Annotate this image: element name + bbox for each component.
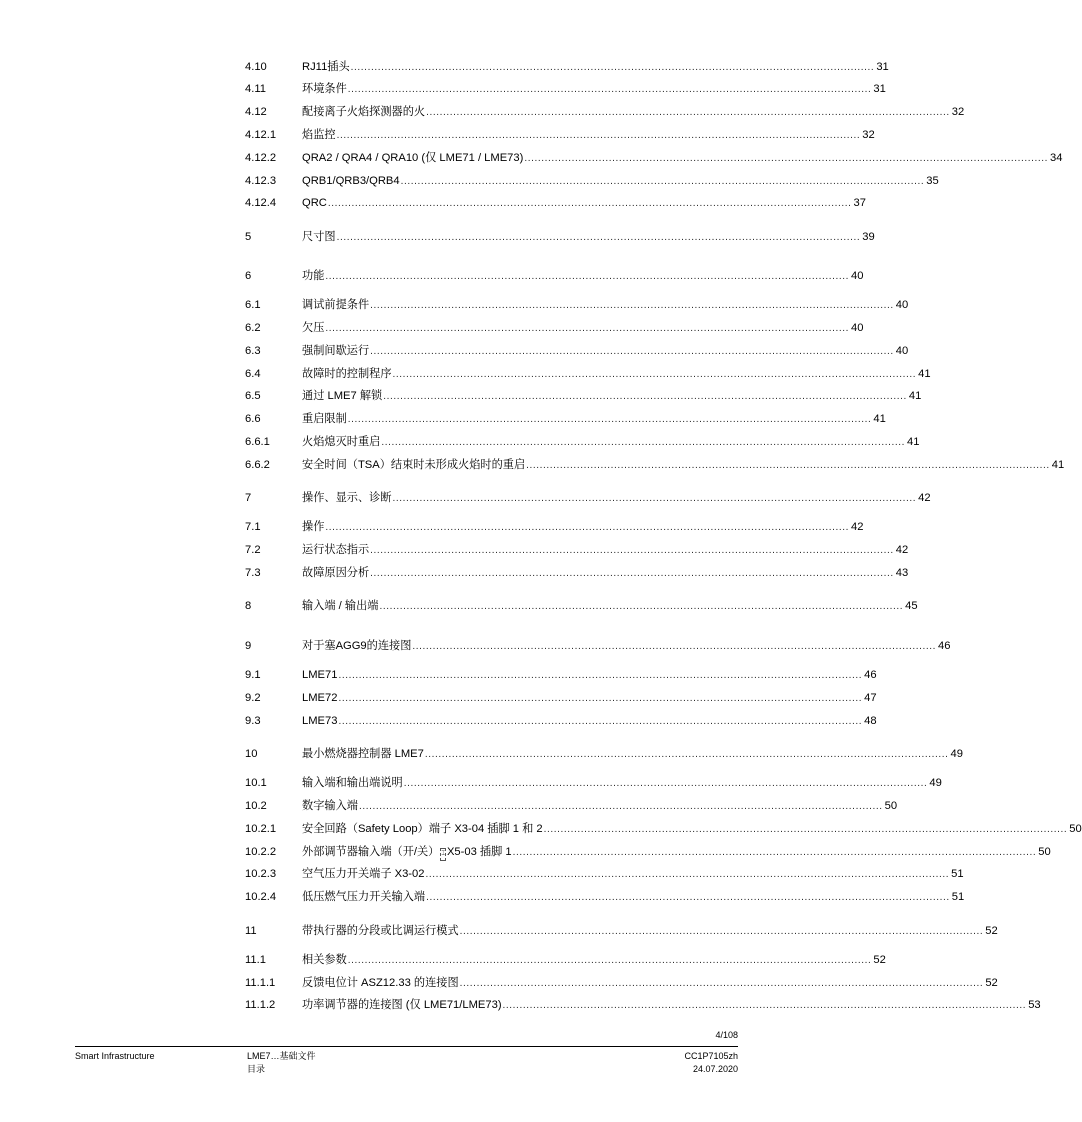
toc-page: 50 [1069, 823, 1082, 835]
toc-row[interactable] [245, 975, 998, 991]
toc-page: 32 [862, 129, 875, 141]
toc-number: 6.5 [245, 390, 261, 402]
footer-document-info [247, 1050, 316, 1076]
toc-title: 空气压力开关端子 X3-02 [302, 868, 425, 880]
toc-row[interactable] [245, 638, 951, 654]
toc-page: 53 [1028, 999, 1041, 1011]
toc-page: 35 [926, 175, 939, 187]
toc-number: 11 [245, 925, 257, 937]
toc-row[interactable] [245, 388, 922, 404]
toc-title: QRA2 / QRA4 / QRA10 (仅 LME71 / LME73) [302, 152, 524, 164]
leader-dots: ........................................................................................................................................................... [336, 232, 861, 243]
toc-row[interactable] [245, 229, 875, 245]
toc-number: 10.2.3 [245, 868, 277, 880]
toc-title: 火焰熄灭时重启 [302, 436, 381, 448]
toc-title: 低压燃气压力开关输入端 [302, 891, 426, 903]
toc-row[interactable] [245, 821, 1082, 837]
toc-title: 环境条件 [302, 83, 347, 95]
toc-number: 11.1.1 [245, 977, 276, 989]
toc-title: 输入端 / 输出端 [302, 600, 379, 612]
leader-dots: ........................................................................................................................................................... [403, 778, 928, 789]
toc-page: 40 [895, 345, 909, 357]
toc-row[interactable] [245, 81, 886, 97]
leader-dots: ........................................................................................................................................................... [383, 391, 907, 402]
toc-row[interactable] [245, 923, 998, 939]
toc-title: 通过 LME7 解锁 [302, 390, 383, 402]
toc-title: 数字输入端 [302, 800, 358, 812]
toc-number: 6.1 [245, 299, 261, 311]
toc-row[interactable] [245, 798, 898, 814]
toc-page: 37 [853, 197, 866, 209]
toc-number: 4.12.3 [245, 175, 277, 187]
toc-title: 尺寸图 [302, 231, 336, 243]
leader-dots: ........................................................................................................................................................... [426, 107, 950, 118]
leader-dots: ........................................................................................................................................................... [338, 670, 863, 681]
footer-doc-id: CC1P7105zh [684, 1051, 738, 1061]
toc-number: 4.12.1 [245, 129, 277, 141]
toc-number: 6.6.1 [245, 436, 270, 448]
toc-number: 7 [245, 492, 252, 504]
toc-row[interactable] [245, 542, 909, 558]
leader-dots: ........................................................................................................................................................... [325, 323, 850, 334]
toc-row[interactable] [245, 297, 909, 313]
toc-page: 46 [938, 640, 951, 652]
toc-row[interactable] [245, 173, 939, 189]
leader-dots: ........................................................................................................................................................... [338, 716, 863, 727]
toc-row[interactable] [245, 866, 964, 882]
leader-dots: ........................................................................................................................................................... [347, 84, 872, 95]
toc-number: 10.1 [245, 777, 267, 789]
toc-row[interactable] [245, 343, 909, 359]
toc-row[interactable] [245, 150, 1063, 166]
toc-title: 重启限制 [302, 413, 347, 425]
toc-number: 10.2.2 [245, 846, 277, 858]
toc-row[interactable] [245, 490, 931, 506]
toc-number: 4.12 [245, 106, 267, 118]
leader-dots: ........................................................................................................................................................... [325, 522, 850, 533]
toc-title: 强制间歇运行 [302, 345, 370, 357]
toc-page: 43 [895, 567, 909, 579]
toc-number: 5 [245, 231, 252, 243]
toc-title: 带执行器的分段或比调运行模式 [302, 925, 459, 937]
toc-title: 故障原因分析 [302, 567, 370, 579]
toc-row[interactable] [245, 690, 877, 706]
toc-number: 4.12.2 [245, 152, 277, 164]
leader-dots: ........................................................................................................................................................... [358, 801, 883, 812]
toc-row[interactable] [245, 667, 877, 683]
toc-number: 9.1 [245, 669, 261, 681]
toc-number: 10.2.1 [245, 823, 277, 835]
leader-dots: ........................................................................................................................................................... [459, 926, 984, 937]
toc-page: 41 [908, 390, 922, 402]
toc-row[interactable] [245, 127, 875, 143]
toc-page: 39 [862, 231, 875, 243]
footer-doc-meta [560, 1050, 738, 1076]
leader-dots: ........................................................................................................................................................... [370, 300, 894, 311]
leader-dots: ........................................................................................................................................................... [338, 693, 863, 704]
leader-dots: ........................................................................................................................................................... [502, 1000, 1027, 1011]
leader-dots: ........................................................................................................................................................... [336, 130, 861, 141]
toc-title: LME71 [302, 669, 338, 681]
toc-title: LME73 [302, 715, 338, 727]
toc-number: 6.3 [245, 345, 261, 357]
toc-number: 9.3 [245, 715, 261, 727]
toc-number: 10 [245, 748, 258, 760]
toc-title: 安全回路（Safety Loop）端子 X3-04 插脚 1 和 2 [302, 823, 543, 835]
toc-number: 8 [245, 600, 252, 612]
toc-page: 49 [929, 777, 942, 789]
toc-page: 52 [985, 925, 998, 937]
toc-page: 48 [864, 715, 877, 727]
toc-row[interactable] [245, 598, 918, 614]
leader-dots: ........................................................................................................................................................... [370, 346, 894, 357]
toc-title: 反馈电位计 ASZ12.33 的连接图 [302, 977, 459, 989]
toc-page: 46 [864, 669, 877, 681]
toc-number: 6.6.2 [245, 459, 270, 471]
footer-company: Smart Infrastructure [75, 1051, 155, 1061]
leader-dots: ........................................................................................................................................................... [400, 176, 925, 187]
toc-row[interactable] [245, 457, 1065, 473]
footer-date: 24.07.2020 [692, 1064, 738, 1074]
toc-title: 对于塞AGG9的连接图 [302, 640, 412, 652]
toc-row[interactable] [245, 268, 864, 284]
toc-row[interactable] [245, 59, 889, 75]
toc-page: 40 [851, 322, 864, 334]
toc-title: 操作、显示、诊断 [302, 492, 392, 504]
toc-number: 6 [245, 270, 252, 282]
toc-title: QRC [302, 197, 327, 209]
toc-page: 40 [895, 299, 909, 311]
toc-page: 50 [884, 800, 898, 812]
toc-title: 最小燃烧器控制器 LME7 [302, 748, 424, 760]
toc-page: 51 [951, 891, 965, 903]
toc-row[interactable] [245, 104, 965, 120]
leader-dots: ........................................................................................................................................................... [459, 978, 984, 989]
leader-dots: ........................................................................................................................................................... [381, 437, 905, 448]
leader-dots: ........................................................................................................................................................... [412, 641, 937, 652]
leader-dots: ........................................................................................................................................................... [327, 198, 852, 209]
toc-row[interactable] [245, 713, 877, 729]
leader-dots: ........................................................................................................................................................... [524, 153, 1048, 164]
toc-number: 6.2 [245, 322, 261, 334]
toc-title: 操作 [302, 521, 325, 533]
toc-number: 4.11 [245, 83, 266, 95]
toc-number: 11.1 [245, 954, 266, 966]
toc-title: 相关参数 [302, 954, 347, 966]
toc-title: 配接离子火焰探测器的火 [302, 106, 426, 118]
toc-number: 11.1.2 [245, 999, 276, 1011]
toc-page: 41 [906, 436, 920, 448]
toc-title: QRB1/QRB3/QRB4 [302, 175, 400, 187]
toc-number: 4.10 [245, 61, 267, 73]
leader-dots: ........................................................................................................................................................... [392, 369, 917, 380]
toc-row[interactable] [245, 434, 920, 450]
toc-title: 输入端和输出端说明 [302, 777, 403, 789]
toc-row[interactable] [245, 952, 886, 968]
toc-row[interactable] [245, 366, 931, 382]
leader-dots: ........................................................................................................................................................... [543, 824, 1068, 835]
toc-number: 10.2 [245, 800, 267, 812]
toc-row[interactable] [245, 411, 886, 427]
toc-page: 41 [918, 368, 931, 380]
toc-page: 42 [895, 544, 909, 556]
toc-row[interactable] [245, 746, 963, 762]
footer-doc-title: LME7…基础文件 [247, 1051, 316, 1061]
page-number: 4/108 [715, 1030, 738, 1040]
toc-page: 45 [905, 600, 918, 612]
toc-title: 调试前提条件 [302, 299, 370, 311]
toc-page: 42 [918, 492, 931, 504]
leader-dots: ........................................................................................................................................................... [347, 414, 872, 425]
toc-row[interactable] [245, 565, 909, 581]
leader-dots: ........................................................................................................................................................... [347, 955, 872, 966]
toc-page: 32 [951, 106, 965, 118]
leader-dots: ........................................................................................................................................................... [370, 545, 894, 556]
leader-dots: ........................................................................................................................................................... [424, 749, 949, 760]
toc-number: 10.2.4 [245, 891, 277, 903]
toc-page: 42 [851, 521, 864, 533]
toc-number: 7.1 [245, 521, 261, 533]
text-cursor-icon: ⌶ [440, 848, 446, 861]
toc-page: 49 [950, 748, 963, 760]
toc-title: LME72 [302, 692, 338, 704]
toc-title: 功率调节器的连接图 (仅 LME71/LME73) [302, 999, 502, 1011]
toc-page: 41 [873, 413, 886, 425]
toc-row[interactable] [245, 519, 864, 535]
toc-number: 9.2 [245, 692, 261, 704]
toc-page: 31 [876, 61, 889, 73]
leader-dots: ........................................................................................................................................................... [426, 892, 950, 903]
leader-dots: ........................................................................................................................................................... [526, 460, 1050, 471]
toc-title: 功能 [302, 270, 325, 282]
toc-row[interactable] [245, 889, 965, 905]
toc-page: 51 [951, 868, 964, 880]
leader-dots: ........................................................................................................................................................... [350, 62, 875, 73]
leader-dots: ........................................................................................................................................................... [370, 568, 894, 579]
toc-title: 焰监控 [302, 129, 336, 141]
toc-page: 34 [1049, 152, 1063, 164]
toc-title: 安全时间（TSA）结束时未形成火焰时的重启 [302, 459, 526, 471]
toc-row[interactable] [245, 997, 1041, 1013]
toc-row[interactable] [245, 195, 866, 211]
toc-page: 50 [1038, 846, 1051, 858]
footer-divider [75, 1046, 738, 1047]
toc-row[interactable] [245, 844, 1051, 860]
toc-number: 9 [245, 640, 252, 652]
toc-title: 欠压 [302, 322, 325, 334]
toc-page: 52 [985, 977, 998, 989]
toc-page: 41 [1051, 459, 1065, 471]
toc-title: 故障时的控制程序 [302, 368, 392, 380]
leader-dots: ........................................................................................................................................................... [392, 493, 917, 504]
leader-dots: ........................................................................................................................................................... [379, 601, 904, 612]
toc-page: 31 [873, 83, 886, 95]
leader-dots: ........................................................................................................................................................... [425, 869, 950, 880]
toc-number: 4.12.4 [245, 197, 277, 209]
toc-page: 40 [851, 270, 864, 282]
toc-row[interactable] [245, 320, 864, 336]
toc-title-continued: X5-03 插脚 1 [446, 846, 512, 858]
toc-number: 7.2 [245, 544, 261, 556]
toc-page: 52 [873, 954, 886, 966]
toc-title: RJ11插头 [302, 61, 350, 73]
toc-row[interactable] [245, 775, 942, 791]
toc-title: 外部调节器输入端（开/关） [302, 846, 440, 858]
footer-section: 目录 [247, 1064, 266, 1074]
toc-page: 47 [864, 692, 877, 704]
toc-title: 运行状态指示 [302, 544, 370, 556]
leader-dots: ........................................................................................................................................................... [325, 271, 850, 282]
leader-dots: ........................................................................................................................................................... [512, 847, 1037, 858]
toc-number: 6.6 [245, 413, 261, 425]
toc-number: 6.4 [245, 368, 261, 380]
toc-number: 7.3 [245, 567, 261, 579]
